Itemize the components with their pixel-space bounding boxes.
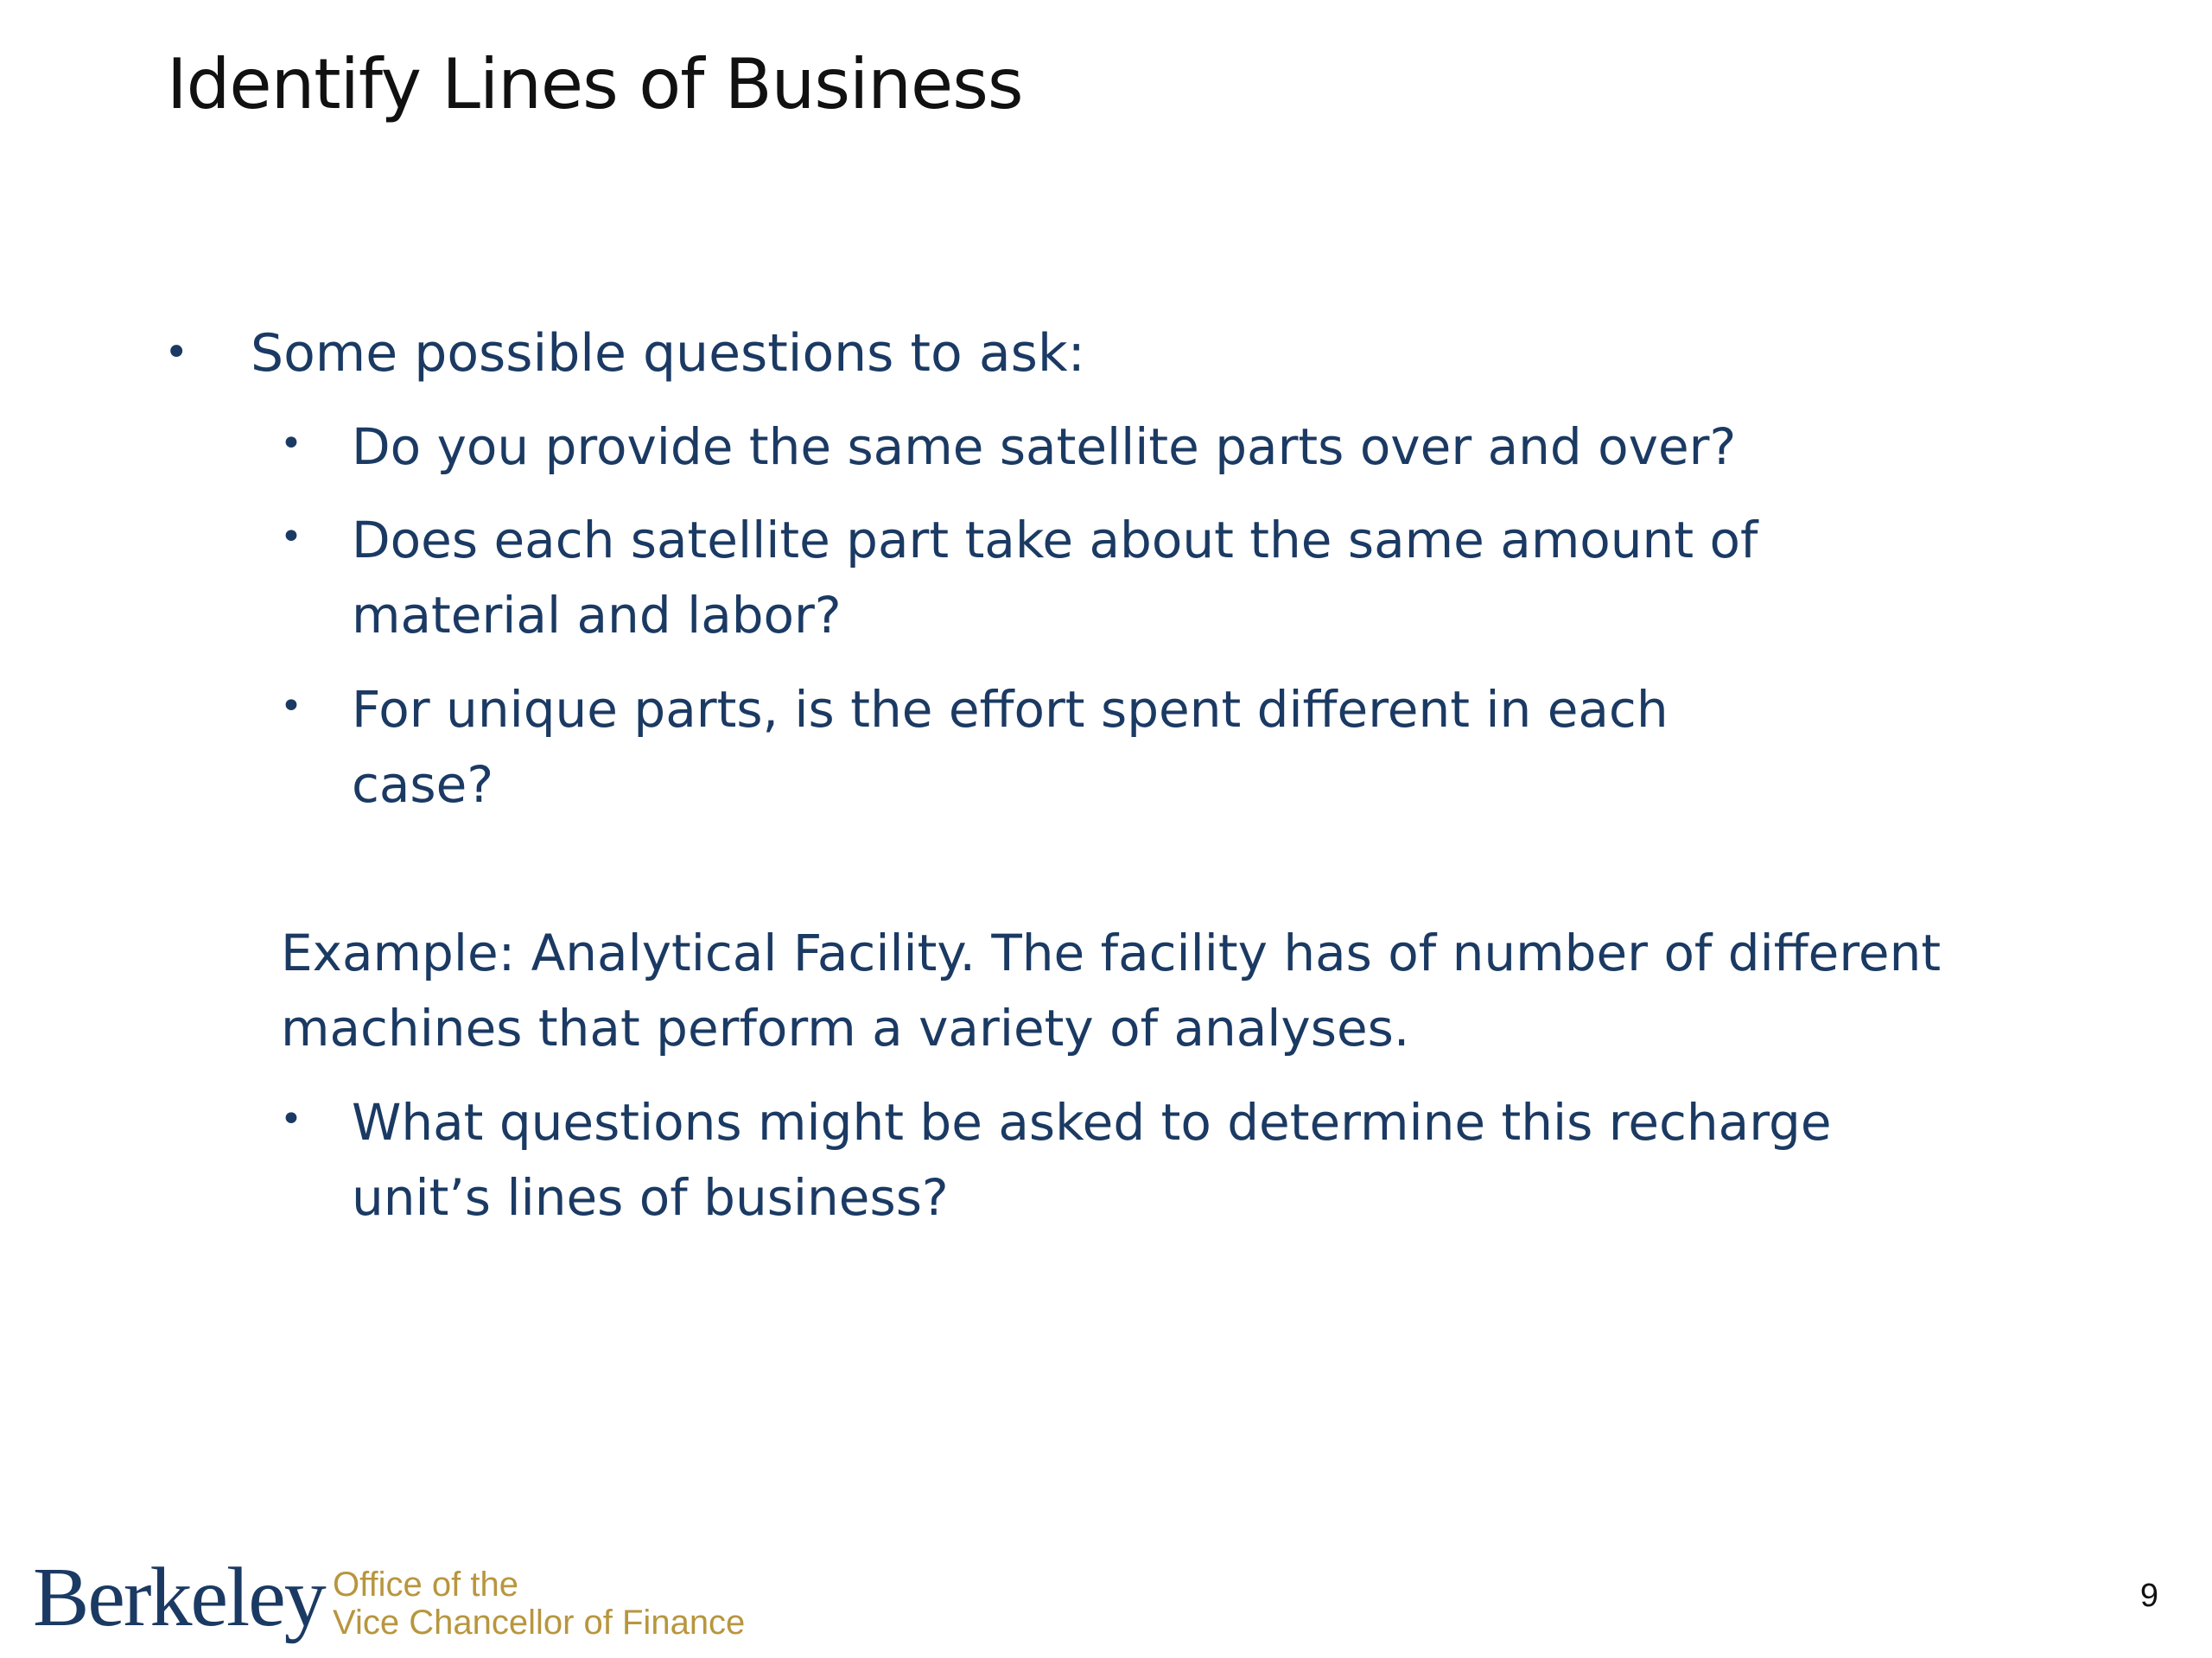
sub-bullet-text: For unique parts, is the effort spent different in each — [352, 680, 1669, 739]
bullet-icon: • — [280, 1097, 302, 1141]
question-text-continued: unit’s lines of business? — [352, 1168, 949, 1227]
sub-bullet-text: Do you provide the same satellite parts over and over? — [352, 417, 1737, 476]
slide-title: Identify Lines of Business — [167, 44, 1023, 124]
office-line-2: Vice Chancellor of Finance — [333, 1604, 746, 1642]
bullet-text: Some possible questions to ask: — [251, 323, 1085, 384]
sub-bullet-text: Does each satellite part take about the same amount of — [352, 511, 1758, 569]
sub-bullet-text-continued: material and labor? — [352, 586, 842, 645]
question-text: What questions might be asked to determine this recharge — [352, 1093, 1832, 1152]
bullet-icon: • — [280, 515, 302, 559]
sub-bullet-text-continued: case? — [352, 755, 494, 814]
page-number: 9 — [2139, 1578, 2158, 1614]
berkeley-logo: Berkeley — [33, 1551, 325, 1644]
bullet-icon: • — [164, 328, 189, 377]
example-text: Example: Analytical Facility. The facility has of number of different — [281, 924, 1942, 982]
office-line-1: Office of the — [333, 1566, 518, 1604]
bullet-icon: • — [280, 422, 302, 466]
office-name — [333, 1566, 745, 1642]
bullet-icon: • — [280, 684, 302, 728]
example-text-continued: machines that perform a variety of analyses. — [281, 999, 1410, 1058]
